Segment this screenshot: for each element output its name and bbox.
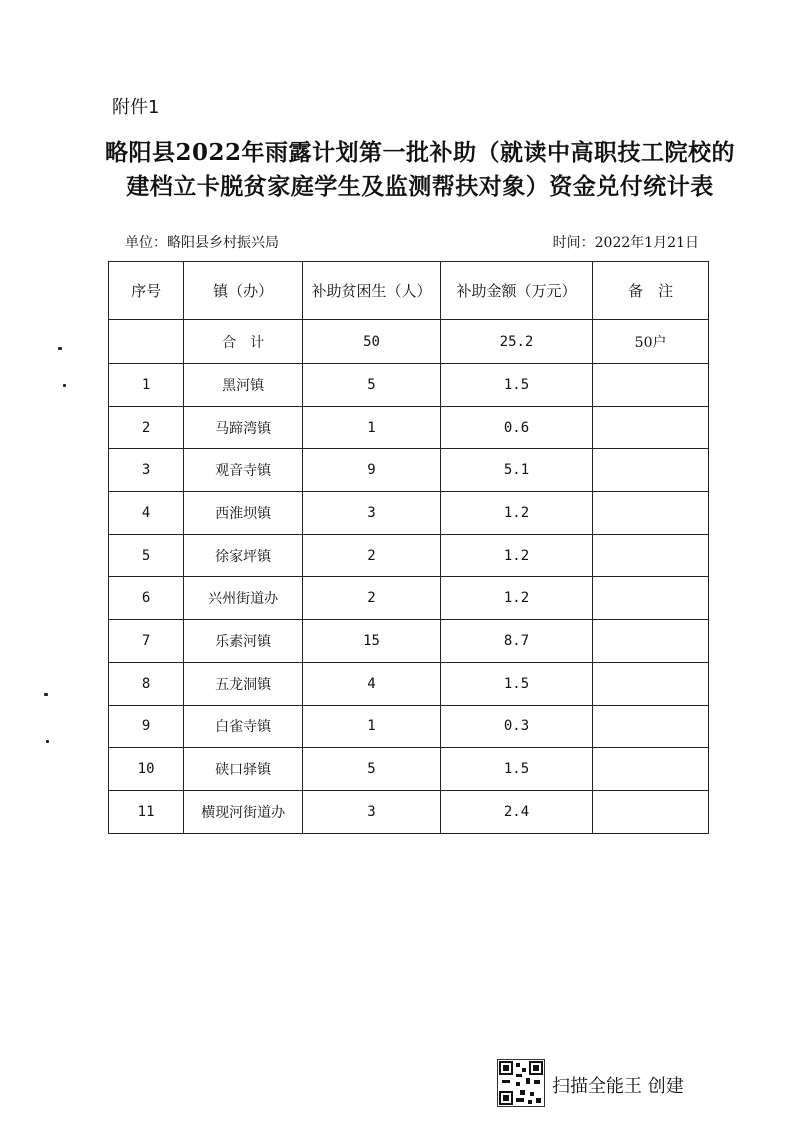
row-town: 兴州街道办 [184, 577, 303, 620]
row-note [593, 705, 709, 748]
row-no: 3 [109, 449, 184, 492]
row-amount: 1.5 [440, 364, 592, 407]
row-town: 观音寺镇 [184, 449, 303, 492]
row-note [593, 492, 709, 535]
row-amount: 1.5 [440, 662, 592, 705]
row-note [593, 534, 709, 577]
scan-speck [58, 347, 62, 350]
row-students: 3 [303, 492, 441, 535]
table-row [109, 449, 709, 492]
row-note [593, 662, 709, 705]
header-amount: 补助金额（万元） [440, 262, 592, 320]
row-no: 2 [109, 406, 184, 449]
row-town: 西淮坝镇 [184, 492, 303, 535]
row-note [593, 790, 709, 833]
table-row [109, 492, 709, 535]
row-amount: 2.4 [440, 790, 592, 833]
row-amount: 1.2 [440, 492, 592, 535]
header-note: 备 注 [593, 262, 709, 320]
row-students: 5 [303, 364, 441, 407]
row-note [593, 620, 709, 663]
table-header-row [109, 262, 709, 320]
table-row [109, 364, 709, 407]
row-no: 4 [109, 492, 184, 535]
row-no: 5 [109, 534, 184, 577]
table-row [109, 705, 709, 748]
total-no [109, 320, 184, 364]
document-date: 时间：2022年1月21日 [552, 235, 699, 251]
row-students: 5 [303, 748, 441, 791]
title-line-2: 建档立卡脱贫家庭学生及监测帮扶对象）资金兑付统计表 [126, 173, 714, 200]
row-amount: 8.7 [440, 620, 592, 663]
row-students: 1 [303, 406, 441, 449]
header-town: 镇（办） [184, 262, 303, 320]
total-note: 50户 [593, 320, 709, 364]
row-no: 11 [109, 790, 184, 833]
row-students: 4 [303, 662, 441, 705]
row-students: 1 [303, 705, 441, 748]
row-amount: 5.1 [440, 449, 592, 492]
row-students: 3 [303, 790, 441, 833]
row-no: 1 [109, 364, 184, 407]
scan-speck [63, 384, 66, 387]
table-row [109, 620, 709, 663]
table-row [109, 748, 709, 791]
row-town: 黑河镇 [184, 364, 303, 407]
total-label: 合 计 [184, 320, 303, 364]
row-town: 硖口驿镇 [184, 748, 303, 791]
qr-code-icon [497, 1059, 545, 1107]
row-amount: 0.3 [440, 705, 592, 748]
row-students: 2 [303, 577, 441, 620]
row-students: 9 [303, 449, 441, 492]
row-town: 徐家坪镇 [184, 534, 303, 577]
row-no: 6 [109, 577, 184, 620]
row-town: 马蹄湾镇 [184, 406, 303, 449]
row-town: 横现河街道办 [184, 790, 303, 833]
row-note [593, 748, 709, 791]
row-town: 白雀寺镇 [184, 705, 303, 748]
table-row [109, 790, 709, 833]
total-students: 50 [303, 320, 441, 364]
row-town: 五龙洞镇 [184, 662, 303, 705]
row-students: 15 [303, 620, 441, 663]
row-amount: 0.6 [440, 406, 592, 449]
document-title [100, 136, 740, 204]
row-no: 7 [109, 620, 184, 663]
total-row [109, 320, 709, 364]
row-amount: 1.2 [440, 577, 592, 620]
table-row [109, 577, 709, 620]
title-line-1: 略阳县2022年雨露计划第一批补助（就读中高职技工院校的 [104, 139, 735, 166]
table-row [109, 662, 709, 705]
table-row [109, 406, 709, 449]
row-no: 8 [109, 662, 184, 705]
row-note [593, 449, 709, 492]
row-note [593, 364, 709, 407]
row-note [593, 406, 709, 449]
issuing-unit: 单位：略阳县乡村振兴局 [125, 235, 279, 251]
row-no: 9 [109, 705, 184, 748]
table-row [109, 534, 709, 577]
header-no: 序号 [109, 262, 184, 320]
row-no: 10 [109, 748, 184, 791]
scan-speck [44, 693, 48, 696]
attachment-label: 附件1 [112, 97, 160, 118]
row-amount: 1.5 [440, 748, 592, 791]
row-note [593, 577, 709, 620]
row-town: 乐素河镇 [184, 620, 303, 663]
row-students: 2 [303, 534, 441, 577]
header-students: 补助贫困生（人） [303, 262, 441, 320]
row-amount: 1.2 [440, 534, 592, 577]
subsidy-table [108, 261, 709, 834]
scan-speck [46, 740, 49, 743]
total-amount: 25.2 [440, 320, 592, 364]
scanner-brand: 扫描全能王 创建 [552, 1076, 684, 1097]
